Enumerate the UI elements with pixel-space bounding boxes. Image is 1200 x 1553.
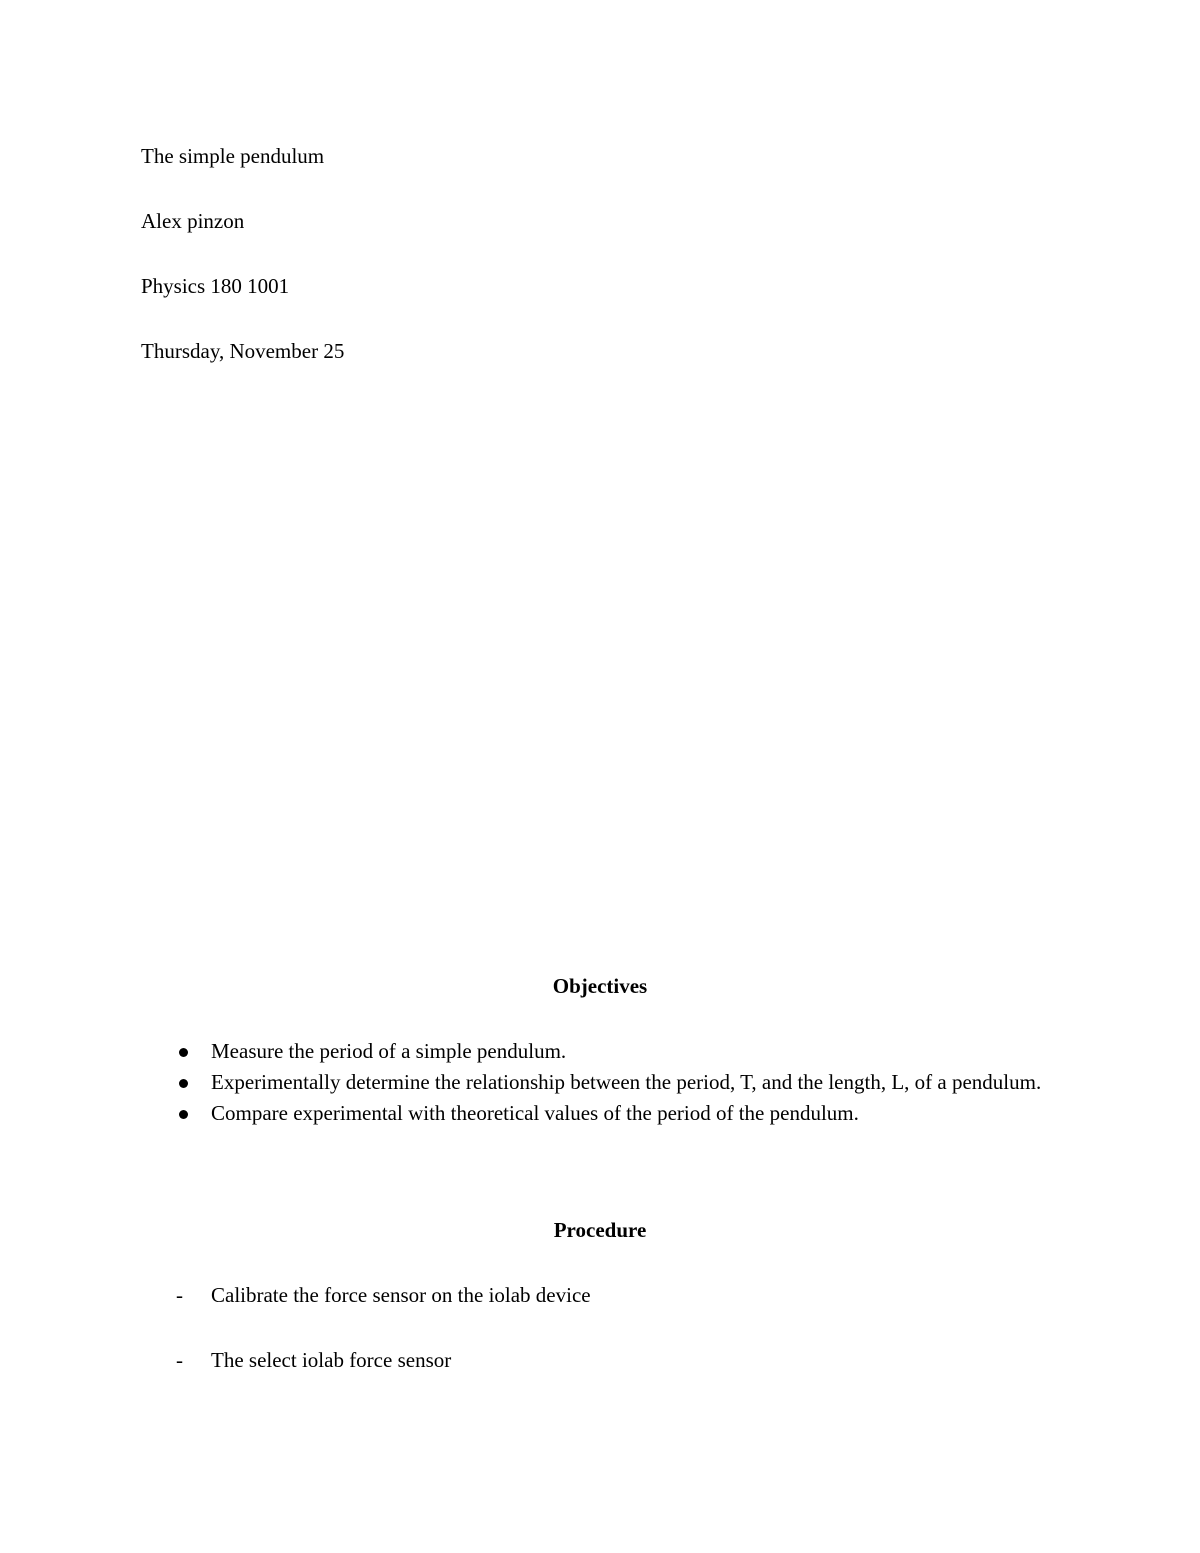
- objective-text: Measure the period of a simple pendulum.: [211, 1039, 567, 1063]
- procedure-step: Calibrate the force sensor on the iolab device: [211, 1283, 591, 1307]
- list-item: [176, 1067, 1056, 1098]
- author-name: Alex pinzon: [141, 209, 245, 233]
- objectives-list: [176, 1036, 1056, 1129]
- procedure-list-continued: [176, 1348, 1056, 1372]
- objective-text: Compare experimental with theoretical values of the period of the pendulum.: [211, 1101, 859, 1125]
- bullet-icon: [179, 1048, 188, 1057]
- bullet-icon: [179, 1079, 188, 1088]
- procedure-step: The select iolab force sensor: [211, 1348, 452, 1372]
- list-item: [176, 1098, 1056, 1129]
- bullet-icon: [179, 1110, 188, 1119]
- objective-text: Experimentally determine the relationship between the period, T, and the length, L, of a pendulum.: [211, 1070, 1042, 1094]
- report-date: Thursday, November 25: [141, 339, 345, 363]
- procedure-heading: Procedure: [553, 1218, 647, 1242]
- procedure-list: [176, 1283, 1056, 1307]
- list-item: [176, 1036, 1056, 1067]
- list-item: [176, 1283, 1056, 1307]
- report-title: The simple pendulum: [141, 144, 325, 168]
- objectives-heading: Objectives: [552, 974, 648, 998]
- course-name: Physics 180 1001: [141, 274, 290, 298]
- dash-marker: -: [176, 1283, 183, 1307]
- dash-marker: -: [176, 1348, 183, 1372]
- list-item: [176, 1348, 1056, 1372]
